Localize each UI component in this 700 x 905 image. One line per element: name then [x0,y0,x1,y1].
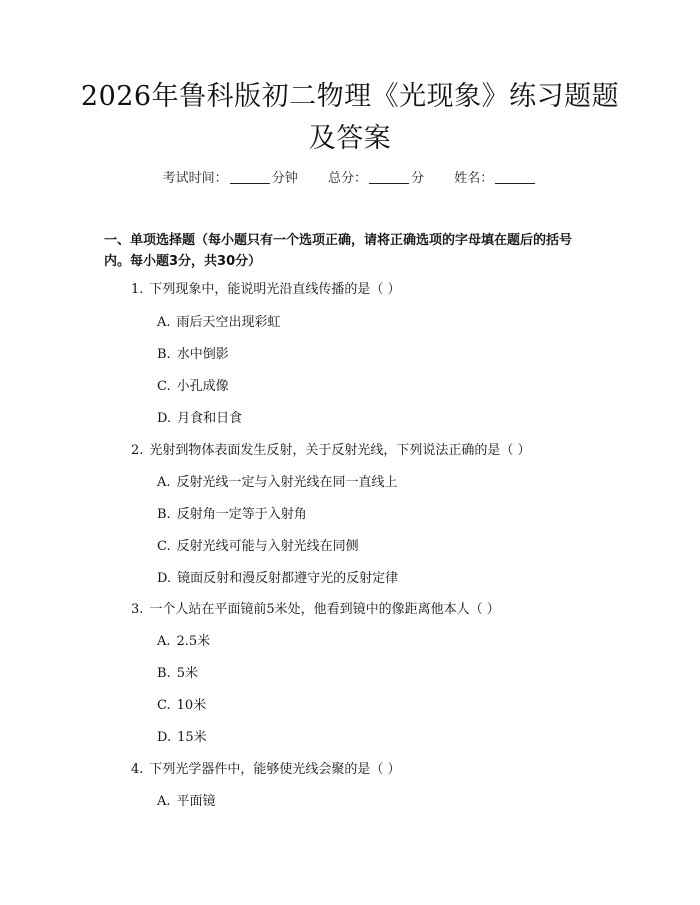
option-text: 平面镜 [176,794,216,809]
exam-info-line [0,170,700,188]
option-item [157,570,398,588]
option-item [157,633,210,651]
name-blank[interactable] [495,171,535,184]
option-text: 月食和日食 [177,411,243,426]
option-item [157,410,242,428]
question-number: 4. [131,762,144,777]
exam-time-blank[interactable] [230,171,270,184]
question-item [131,442,531,460]
total-score-unit: 分 [411,171,425,186]
option-item [157,378,229,396]
option-item [157,729,207,747]
option-item [157,538,359,556]
question-item [131,761,401,779]
document-title: 2026年鲁科版初二物理《光现象》练习题题及答案 [80,81,620,154]
name-label: 姓名： [454,171,494,186]
option-letter: C. [157,379,171,394]
question-text: 一个人站在平面镜前5米处，他看到镜中的像距离他本人（ ） [149,602,500,617]
option-text: 反射光线可能与入射光线在同侧 [176,539,359,554]
option-text: 雨后天空出现彩虹 [176,315,281,330]
option-text: 5米 [176,666,198,681]
option-item [157,665,198,683]
option-text: 15米 [177,730,207,745]
option-text: 2.5米 [176,634,211,649]
question-number: 1. [131,282,144,297]
question-text: 下列现象中，能说明光沿直线传播的是（ ） [149,282,401,297]
option-text: 反射光线一定与入射光线在同一直线上 [176,475,398,490]
option-letter: D. [157,730,172,745]
option-text: 镜面反射和漫反射都遵守光的反射定律 [177,571,399,586]
option-letter: A. [157,315,171,330]
section-heading: 一、单项选择题（每小题只有一个选项正确，请将正确选项的字母填在题后的括号内。每小题3分，共30分） [104,233,573,269]
option-text: 小孔成像 [176,379,229,394]
option-text: 10米 [176,698,207,713]
option-letter: D. [157,571,172,586]
option-letter: B. [157,666,171,681]
option-item [157,506,307,524]
exam-time-label: 考试时间： [162,171,228,186]
question-text: 下列光学器件中，能够使光线会聚的是（ ） [149,762,401,777]
total-score-blank[interactable] [369,171,409,184]
option-item [157,474,398,492]
option-item [157,793,216,811]
option-letter: D. [157,411,172,426]
exam-time-unit: 分钟 [271,171,298,186]
option-text: 水中倒影 [176,347,229,362]
option-item [157,697,206,715]
option-letter: B. [157,347,171,362]
option-letter: A. [157,794,171,809]
option-letter: B. [157,507,171,522]
question-number: 3. [131,602,144,617]
total-score-label: 总分： [327,171,367,186]
option-letter: A. [157,634,171,649]
option-letter: A. [157,475,171,490]
option-item [157,346,229,364]
question-item [131,281,401,299]
option-text: 反射角一定等于入射角 [176,507,307,522]
question-item [131,601,500,619]
option-letter: C. [157,539,171,554]
question-number: 2. [131,443,144,458]
question-text: 光射到物体表面发生反射，关于反射光线，下列说法正确的是（ ） [149,443,531,458]
option-letter: C. [157,698,171,713]
option-item [157,314,281,332]
